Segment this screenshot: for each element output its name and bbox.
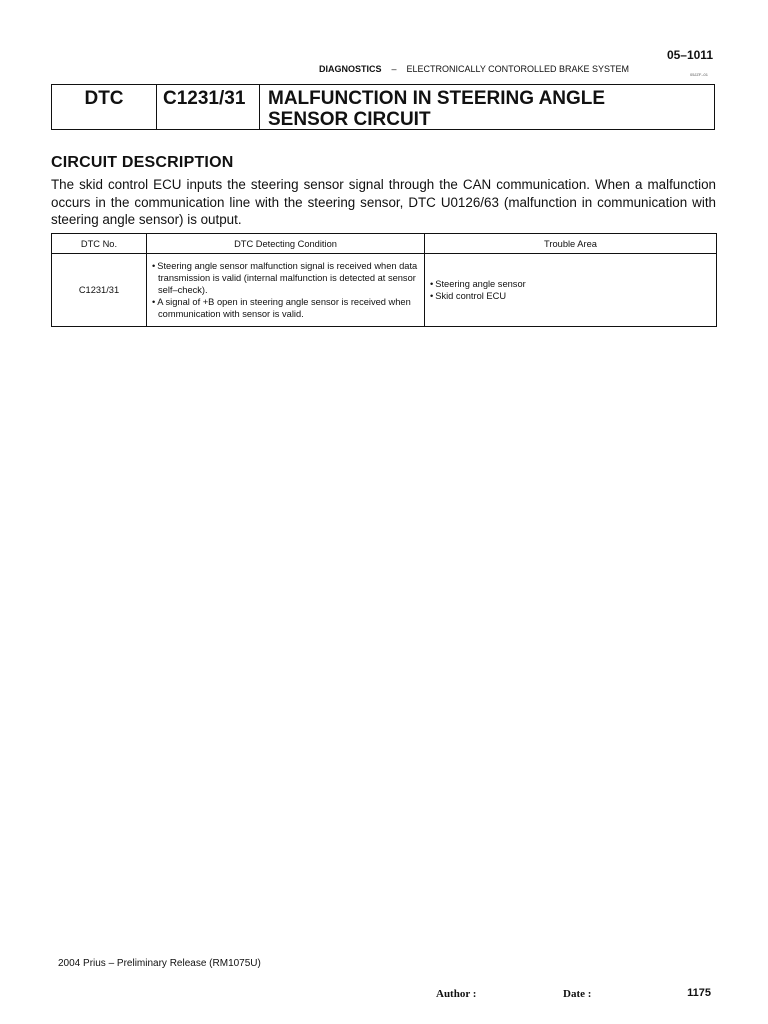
trouble-area-item: • Steering angle sensor [430, 278, 711, 290]
running-header-separator: – [391, 64, 397, 74]
condition-item: • Steering angle sensor malfunction signal is received when data transmission is valid (internal malfunction is detected at sensor self–check). [152, 260, 419, 296]
footer-release: 2004 Prius – Preliminary Release (RM1075U) [58, 958, 261, 969]
running-header-subsection: ELECTRONICALLY CONTOROLLED BRAKE SYSTEM [406, 64, 630, 74]
running-header-section: DIAGNOSTICS [318, 64, 382, 74]
section-title: CIRCUIT DESCRIPTION [51, 154, 234, 171]
condition-item: • A signal of +B open in steering angle sensor is received when communication with sensor is valid. [152, 296, 419, 320]
page-number: 05–1011 [666, 48, 713, 62]
circuit-description: The skid control ECU inputs the steering sensor signal through the CAN communication. When a malfunction occurs in the communication line with the steering sensor, DTC U0126/63 (malfunction in communication with steering angle sensor) is output. [51, 177, 716, 227]
table-header-dtc-no: DTC No. [52, 234, 147, 254]
footer-page-number: 1175 [687, 987, 711, 999]
footer-author-label: Author : [436, 988, 477, 1000]
footer-date-label: Date : [563, 988, 592, 1000]
condition-cell [147, 254, 425, 327]
table-header-trouble-area: Trouble Area [425, 234, 717, 254]
dtc-code: C1231/31 [157, 85, 260, 129]
dtc-label: DTC [52, 85, 157, 129]
dtc-number-cell: C1231/31 [52, 254, 147, 327]
trouble-area-cell [425, 254, 717, 327]
dtc-title [260, 85, 714, 129]
condition-list [148, 260, 423, 320]
table-header-row [52, 234, 717, 254]
trouble-area-item: • Skid control ECU [430, 290, 711, 302]
running-header [0, 64, 768, 74]
dtc-title-box [51, 84, 715, 130]
trouble-area-list [426, 278, 715, 302]
table-header-condition: DTC Detecting Condition [147, 234, 425, 254]
table-row [52, 254, 717, 327]
dtc-table [51, 233, 717, 327]
dtc-title-line2: SENSOR CIRCUIT [268, 109, 431, 130]
dtc-title-line1: MALFUNCTION IN STEERING ANGLE [268, 88, 606, 109]
document-code: 05JZF–01 [689, 72, 708, 77]
